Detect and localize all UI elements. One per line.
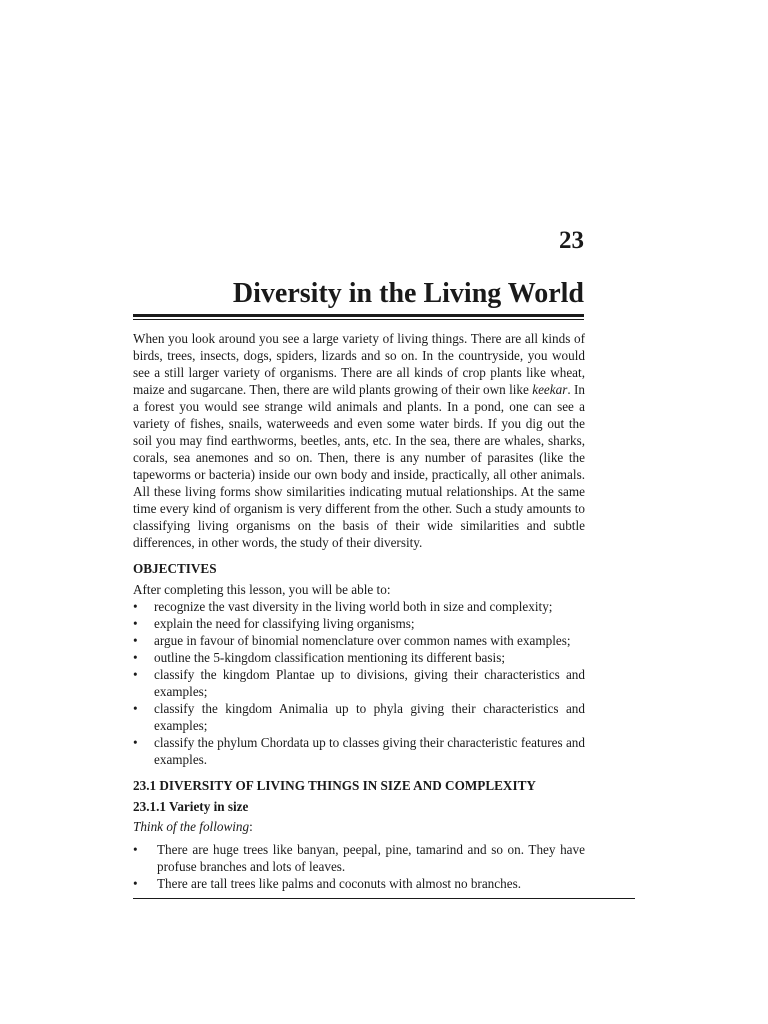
think-item <box>133 875 585 892</box>
objective-text: classify the kingdom Animalia up to phyla giving their characteristics and examples; <box>154 701 585 733</box>
objective-text: argue in favour of binomial nomenclature over common names with examples; <box>154 633 571 648</box>
bullet-icon: • <box>133 701 138 716</box>
objectives-lead: After completing this lesson, you will be able to: <box>133 582 391 597</box>
objective-item <box>133 649 585 666</box>
bullet-icon: • <box>133 842 138 857</box>
objective-text: recognize the vast diversity in the living world both in size and complexity; <box>154 599 553 614</box>
subsection-heading: 23.1.1 Variety in size <box>133 799 249 814</box>
bullet-icon: • <box>133 599 138 614</box>
think-item <box>133 841 585 875</box>
objective-item <box>133 666 585 700</box>
think-label-colon: : <box>249 819 253 834</box>
objectives-heading: OBJECTIVES <box>133 561 217 576</box>
intro-text-end: . In a forest you would see strange wild animals and plants. In a pond, one can see a variety of fishes, snails, waterweeds and even some water birds. If you dig out the soil you may find earthworms, beetles, ants, etc. In the sea, there are whales, sharks, corals, sea anemones and so on. Then, there is any number of parasites (like the tapeworms or bacteria) inside our own body and inside, practically, all other animals. All these living forms show similarities indicating mutual relationships. At the same time every kind of organism is very different from the other. Such a study amounts to classifying living organisms on the basis of their wide similarities and subtle differences, in other words, the study of their diversity. <box>133 382 585 550</box>
objective-text: outline the 5-kingdom classification mentioning its different basis; <box>154 650 505 665</box>
bullet-icon: • <box>133 735 138 750</box>
objective-text: classify the kingdom Plantae up to divisions, giving their characteristics and examples; <box>154 667 585 699</box>
bullet-icon: • <box>133 616 138 631</box>
bottom-rule <box>133 898 635 899</box>
think-label <box>133 818 585 835</box>
intro-text-start: When you look around you see a large variety of living things. There are all kinds of birds, trees, insects, dogs, spiders, lizards and so on. In the countryside, you would see a still larger variety of organisms. There are all kinds of crop plants like wheat, maize and sugarcane. Then, there are wild plants growing of their own like <box>133 331 585 397</box>
title-rule-thin <box>133 319 584 320</box>
section-heading: 23.1 DIVERSITY OF LIVING THINGS IN SIZE AND COMPLEXITY <box>133 778 536 793</box>
content-body <box>133 330 585 892</box>
objective-item <box>133 700 585 734</box>
objectives-list <box>133 598 585 768</box>
bullet-icon: • <box>133 650 138 665</box>
objective-text: classify the phylum Chordata up to classes giving their characteristic features and examples. <box>154 735 585 767</box>
chapter-number: 23 <box>559 227 584 254</box>
objective-item <box>133 632 585 649</box>
objective-text: explain the need for classifying living organisms; <box>154 616 415 631</box>
objective-item <box>133 615 585 632</box>
think-text: There are huge trees like banyan, peepal, pine, tamarind and so on. They have profuse branches and lots of leaves. <box>157 842 585 874</box>
title-rule-thick <box>133 314 584 317</box>
bullet-icon: • <box>133 633 138 648</box>
objective-item <box>133 734 585 768</box>
chapter-title: Diversity in the Living World <box>232 278 584 309</box>
objective-item <box>133 598 585 615</box>
intro-italic-term: keekar <box>532 382 568 397</box>
intro-paragraph <box>133 330 585 551</box>
think-label-text: Think of the following <box>133 819 250 834</box>
bullet-icon: • <box>133 876 138 891</box>
think-list <box>133 841 585 892</box>
think-text: There are tall trees like palms and coconuts with almost no branches. <box>157 876 522 891</box>
bullet-icon: • <box>133 667 138 682</box>
